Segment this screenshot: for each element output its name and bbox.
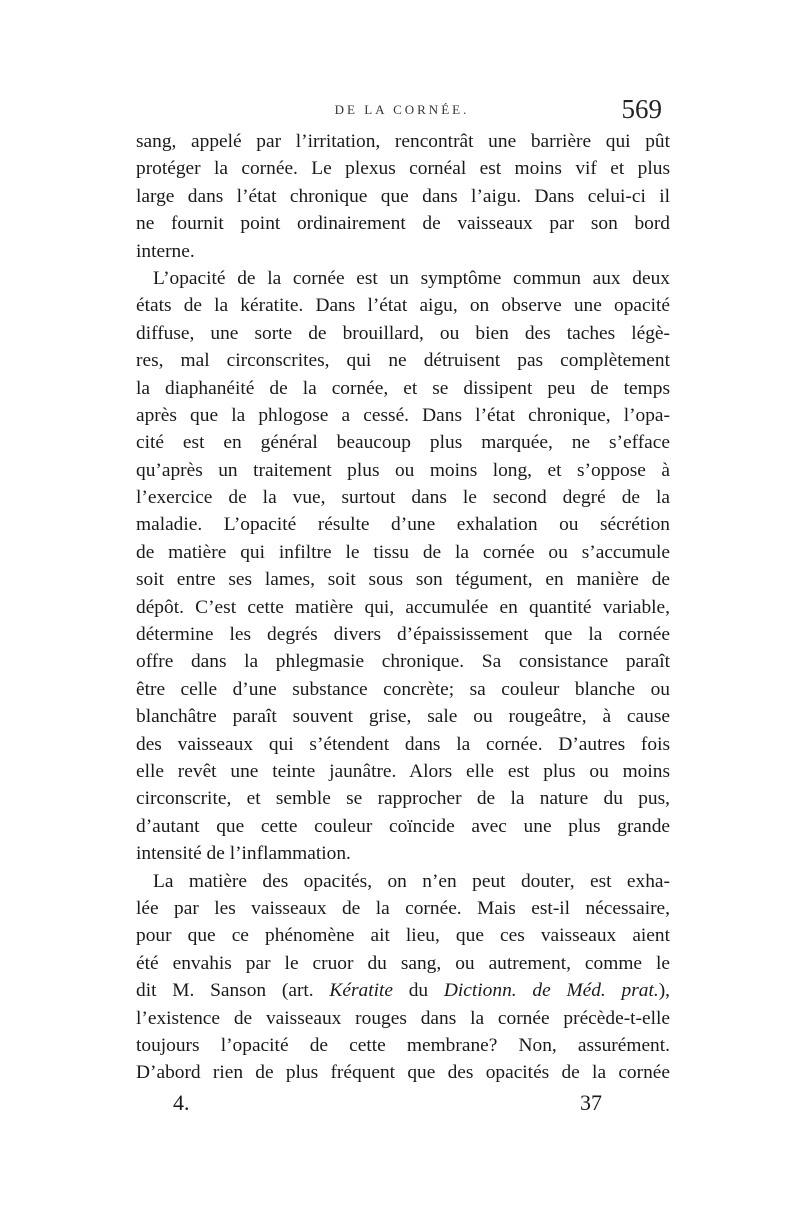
text-line: après que la phlogose a cessé. Dans l’état chronique, l’opa- xyxy=(136,404,670,426)
text-line: toujours l’opacité de cette membrane? Non, assurément. xyxy=(136,1034,670,1056)
page-header xyxy=(136,96,668,132)
text-line: pour que ce phénomène ait lieu, que ces vaisseaux aient xyxy=(136,925,670,947)
text-line: res, mal circonscrites, qui ne détruisent pas complètement xyxy=(136,350,670,372)
text-line: de matière qui infiltre le tissu de la cornée ou s’accumule xyxy=(136,541,670,563)
text-line: été envahis par le cruor du sang, ou autrement, comme le xyxy=(136,952,670,974)
citation-text-before: dit M. Sanson (art. xyxy=(136,980,330,1002)
text-line: qu’après un traitement plus ou moins long, et s’oppose à xyxy=(136,459,670,481)
text-line: états de la kératite. Dans l’état aigu, on observe une opacité xyxy=(136,295,670,317)
text-line: être celle d’une substance concrète; sa couleur blanche ou xyxy=(136,678,670,700)
text-line: elle revêt une teinte jaunâtre. Alors elle est plus ou moins xyxy=(136,760,670,782)
citation-article-title: Kératite xyxy=(329,980,393,1002)
text-line: détermine les degrés divers d’épaississement que la cornée xyxy=(136,624,670,646)
text-line: l’existence de vaisseaux rouges dans la cornée précède-t-elle xyxy=(136,1007,670,1029)
page-number: 569 xyxy=(621,94,662,124)
citation-work-title: Dictionn. de Méd. prat. xyxy=(443,980,659,1002)
citation-text-middle: du xyxy=(392,980,444,1002)
text-line: diffuse, une sorte de brouillard, ou bien des taches légè- xyxy=(136,322,670,344)
citation-line xyxy=(136,977,670,1004)
text-line: interne. xyxy=(136,240,195,262)
text-line: la diaphanéité de la cornée, et se dissipent peu de temps xyxy=(136,377,670,399)
text-line: D’abord rien de plus fréquent que des opacités de la cornée xyxy=(136,1062,670,1084)
body-text xyxy=(136,128,670,1087)
text-line: ne fournit point ordinairement de vaisseaux par son bord xyxy=(136,213,670,235)
text-line: maladie. L’opacité résulte d’une exhalation ou sécrétion xyxy=(136,514,670,536)
text-line: l’exercice de la vue, surtout dans le second degré de la xyxy=(136,487,670,509)
text-line: blanchâtre paraît souvent grise, sale ou rougeâtre, à cause xyxy=(136,706,670,728)
leaf-number: 37 xyxy=(580,1090,602,1115)
text-line: cité est en général beaucoup plus marquée, ne s’efface xyxy=(136,432,670,454)
text-line: large dans l’état chronique que dans l’aigu. Dans celui-ci il xyxy=(136,185,670,207)
text-line: soit entre ses lames, soit sous son tégument, en manière de xyxy=(136,569,670,591)
text-line: circonscrite, et semble se rapprocher de la nature du pus, xyxy=(136,788,670,810)
text-line: des vaisseaux qui s’étendent dans la cornée. D’autres fois xyxy=(136,733,670,755)
text-line: intensité de l’inflammation. xyxy=(136,843,351,865)
text-line: dépôt. C’est cette matière qui, accumulée en quantité variable, xyxy=(136,596,670,618)
text-line: d’autant que cette couleur coïncide avec une plus grande xyxy=(136,815,670,837)
signature-mark: 4. xyxy=(173,1090,190,1115)
text-line: offre dans la phlegmasie chronique. Sa consistance paraît xyxy=(136,651,670,673)
text-line: L’opacité de la cornée est un symptôme commun aux deux xyxy=(153,267,670,289)
text-line: La matière des opacités, on n’en peut douter, est exha- xyxy=(153,870,670,892)
text-line: protéger la cornée. Le plexus cornéal est moins vif et plus xyxy=(136,158,670,180)
text-line: sang, appelé par l’irritation, rencontrât une barrière qui pût xyxy=(136,131,670,152)
text-line: lée par les vaisseaux de la cornée. Mais est-il nécessaire, xyxy=(136,897,670,919)
citation-text-after: ), xyxy=(658,980,670,1002)
running-title: DE LA CORNÉE. xyxy=(334,102,470,117)
page-footer xyxy=(136,1090,670,1120)
